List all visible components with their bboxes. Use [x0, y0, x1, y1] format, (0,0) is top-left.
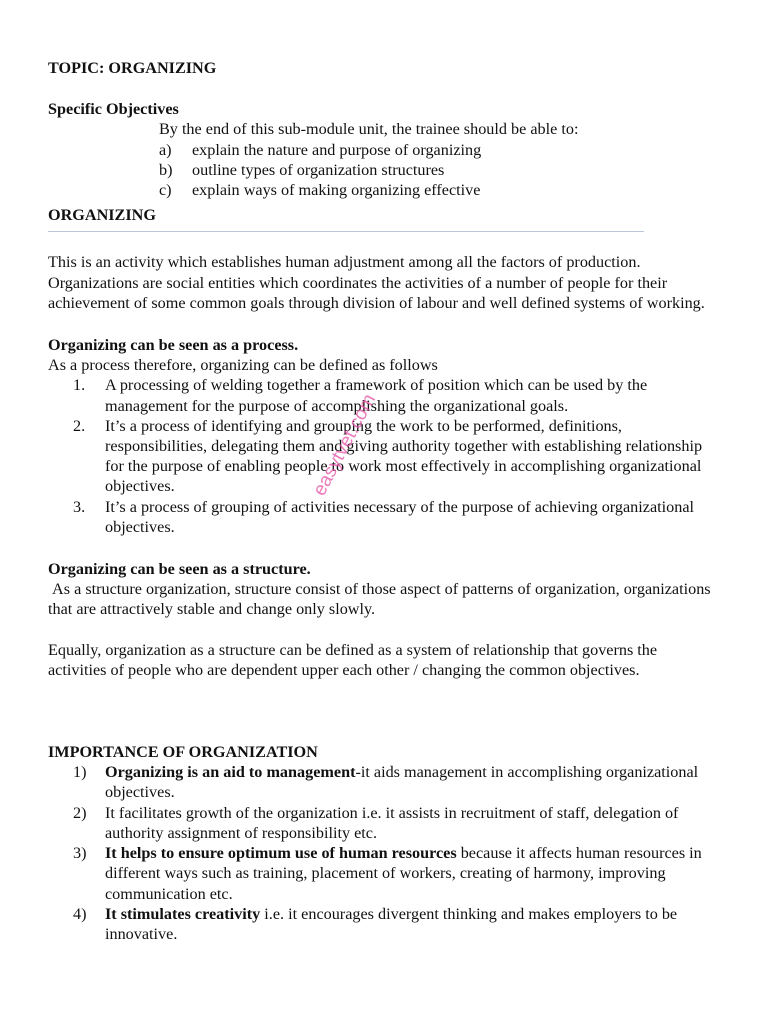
list-text: It’s a process of identifying and grouping the work to be performed, definitions, responsibilities, delegating them and giving authority together with establishing relationship for the purpose of enabling people to work most effectively in accomplishing organizational objectives. — [105, 416, 703, 496]
list-marker: c) — [159, 181, 172, 200]
list-item — [159, 180, 718, 200]
importance-list — [48, 762, 718, 944]
objectives-heading: Specific Objectives — [48, 100, 179, 119]
list-text: outline types of organization structures — [192, 160, 445, 179]
process-list — [48, 375, 718, 537]
list-item — [48, 904, 718, 944]
structure-paragraph-2: Equally, organization as a structure can be defined as a system of relationship that governs the activities of people who are dependent upper each other / changing the common objectives. — [48, 640, 658, 679]
list-marker: 1) — [73, 763, 87, 782]
page-title: TOPIC: ORGANIZING — [48, 59, 217, 77]
list-marker: 2) — [73, 803, 87, 822]
heading-rule — [48, 231, 644, 232]
list-item — [48, 375, 718, 415]
list-text: A processing of welding together a framework of position which can be used by the management for the purpose of accomplishing the organizational goals. — [105, 376, 648, 415]
list-text: explain ways of making organizing effective — [192, 181, 481, 200]
list-text: It’s a process of grouping of activities necessary of the purpose of achieving organizational objectives. — [105, 497, 695, 536]
list-marker: 4) — [73, 904, 87, 923]
list-text: because it affects human resources in different ways such as training, placement of workers, creating of harmony, improving communication etc. — [105, 844, 702, 903]
list-item — [159, 140, 718, 160]
list-bold-text: It stimulates creativity — [105, 904, 261, 923]
watermark-text: easytvet.com — [309, 390, 381, 500]
list-item — [48, 762, 718, 802]
list-item — [48, 497, 718, 537]
list-item — [48, 843, 718, 904]
structure-paragraph-1: As a structure organization, structure consist of those aspect of patterns of organization, organizations that are attractively stable and change only slowly. — [48, 580, 715, 619]
process-heading: Organizing can be seen as a process. — [48, 336, 299, 355]
list-bold-text: It helps to ensure optimum use of human resources — [105, 844, 457, 863]
list-marker: 3. — [73, 497, 86, 516]
list-marker: 3) — [73, 844, 87, 863]
list-marker: a) — [159, 140, 172, 159]
objectives-intro: By the end of this sub-module unit, the trainee should be able to: — [159, 120, 579, 139]
list-text: -it aids management in accomplishing organizational objectives. — [105, 763, 699, 802]
process-intro: As a process therefore, organizing can be defined as follows — [48, 356, 438, 375]
list-marker: 1. — [73, 376, 86, 395]
structure-heading: Organizing can be seen as a structure. — [48, 560, 311, 579]
list-item — [159, 160, 718, 180]
objectives-list — [48, 140, 718, 201]
list-text: explain the nature and purpose of organizing — [192, 140, 482, 159]
document-page — [48, 58, 718, 944]
list-text: It facilitates growth of the organization i.e. it assists in recruitment of staff, delegation of authority assignment of responsibility etc. — [105, 803, 679, 842]
list-bold-text: Organizing is an aid to management — [105, 763, 356, 782]
list-marker: b) — [159, 160, 173, 179]
importance-heading: IMPORTANCE OF ORGANIZATION — [48, 743, 318, 762]
list-item — [48, 416, 718, 497]
organizing-paragraph: This is an activity which establishes human adjustment among all the factors of production. Organizations are social entities which coordinates the activities of a number of people for their achievement of some common goals through division of labour and well defined systems of working. — [48, 253, 705, 312]
list-item — [48, 803, 718, 843]
organizing-heading: ORGANIZING — [48, 206, 156, 225]
list-text: i.e. it encourages divergent thinking and makes employers to be innovative. — [105, 904, 678, 943]
list-marker: 2. — [73, 416, 86, 435]
